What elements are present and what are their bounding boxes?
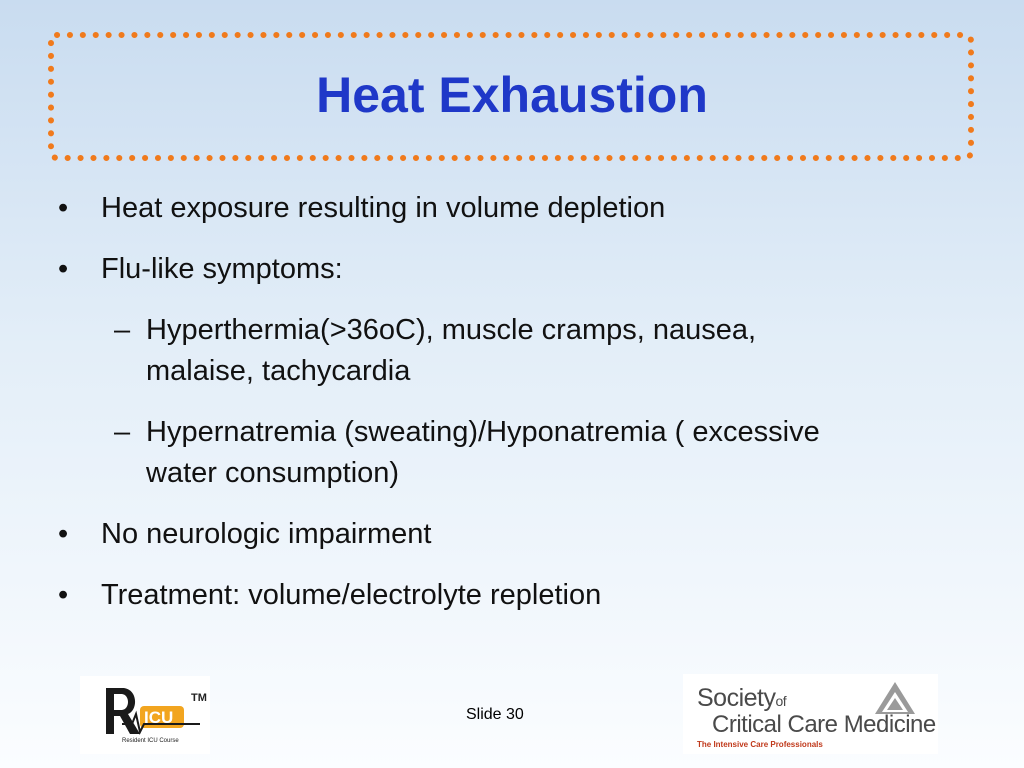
ricu-trademark: TM <box>191 692 207 704</box>
slide-number: Slide 30 <box>466 706 524 723</box>
bullet-text: Treatment: volume/electrolyte repletion <box>101 579 602 611</box>
sub-bullet-continuation: malaise, tachycardia <box>146 355 411 387</box>
bullet-marker: • <box>58 192 69 224</box>
sccm-name-text: Critical Care Medicine <box>712 711 936 738</box>
sccm-society-word: Society <box>697 684 776 712</box>
sub-bullet-marker: – <box>114 314 131 346</box>
svg-text:ICU: ICU <box>144 708 174 727</box>
ricu-subtitle: Resident ICU Course <box>122 738 179 744</box>
bullet-text: Heat exposure resulting in volume depletion <box>101 192 666 224</box>
bullet-marker: • <box>58 579 69 611</box>
bullet-marker: • <box>58 253 69 285</box>
sccm-tagline: The Intensive Care Professionals <box>697 740 823 749</box>
bullet-text: Flu-like symptoms: <box>101 253 343 285</box>
bullet-marker: • <box>58 518 69 550</box>
bullet-text: No neurologic impairment <box>101 518 432 550</box>
sub-bullet-marker: – <box>114 416 131 448</box>
sub-bullet-continuation: water consumption) <box>146 457 400 489</box>
slide-title: Heat Exhaustion <box>316 67 708 123</box>
sccm-of-word: of <box>775 693 787 709</box>
sccm-society-text <box>697 684 786 713</box>
sub-bullet-text: Hyperthermia(>36oC), muscle cramps, nausea, <box>146 314 757 346</box>
sub-bullet-text: Hypernatremia (sweating)/Hyponatremia ( excessive <box>146 416 820 448</box>
